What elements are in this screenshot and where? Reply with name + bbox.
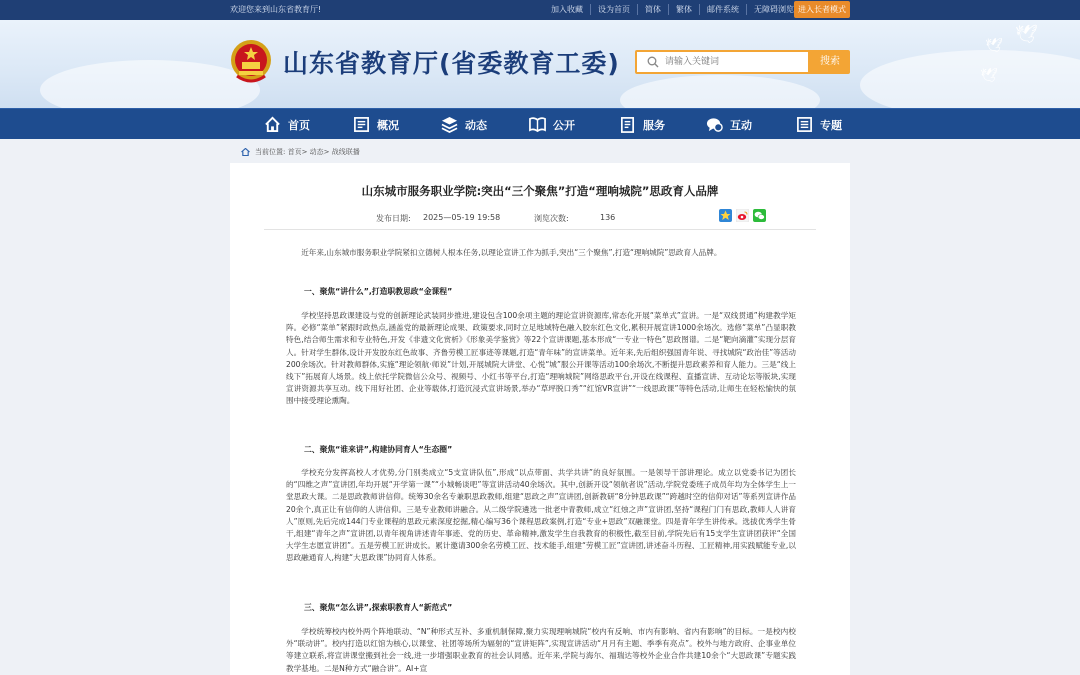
bird-icon: 🕊: [980, 68, 998, 84]
nav-label: 首页: [288, 118, 310, 132]
breadcrumb: [241, 147, 360, 157]
search-box: [635, 50, 810, 74]
nav-item-public[interactable]: [529, 109, 575, 140]
bird-icon: 🕊: [1015, 24, 1038, 45]
nav-label: 服务: [643, 118, 665, 132]
section-paragraph-1: 学校坚持思政课建设与党的创新理论武装同步推进,建设包含100余项主题的理论宣讲资源库,常态化开展“菜单式”宣讲。一是“双线贯通”构建教学矩阵。必修“菜单”紧跟时政热点,涵盖党的最新理论成果、政策要求,同时立足地域特色融入胶东红色文化,累积开展宣讲1000余场次。选修“菜单”凸显职教特色,结合师生需求和专业特色,开发《非遗文化赏析》《形象美学鉴赏》等22个宣讲课题,基本形成“一专业一特色”思政图谱。二是“靶向滴灌”实现分层育人。针对学生群体,设计开发胶东红色故事、齐鲁劳模工匠事迹等课题,打造“青年味”的宣讲菜单。近年来,先后组织强国青年说、寻找城院“政治佳”等活动200余场次。针对教师群体,实施“理论领航·师说”计划,开展城院大讲堂、心悦“城”服公开课等活动100余场次,不断提升思政素养和育人能力。三是“线上线下”拓展育人场景。线上依托学院微信公众号、视频号、小红书等平台,打造“理响城院”网络思政平台,开设在线课程、直播宣讲、互动论坛等版块,实现宣讲资源共享互动。线下用好社团、企业等载体,打造沉浸式宣讲场景,举办“草坪脱口秀”“红馆VR宣讲”“一线思政课”等特色活动,让师生在轻松愉快的氛围中接受理论熏陶。: [286, 311, 796, 406]
national-emblem-icon: [229, 38, 273, 86]
site-title: 山东省教育厅(省委教育工委): [283, 49, 620, 78]
views-count: 136: [600, 213, 616, 222]
weibo-share-icon[interactable]: [736, 209, 749, 222]
nav-item-interaction[interactable]: [706, 109, 752, 140]
topic-icon: [796, 116, 813, 133]
title-divider: [264, 229, 816, 230]
book-icon: [529, 116, 546, 133]
section-heading-1: 一、聚焦“讲什么”,打造职教思政“金课程”: [304, 287, 453, 296]
nav-item-news[interactable]: [441, 109, 487, 140]
news-icon: [441, 116, 458, 133]
add-favorite-link[interactable]: 加入收藏: [551, 5, 583, 14]
wechat-share-icon[interactable]: [753, 209, 766, 222]
top-bar: [0, 0, 1080, 20]
search-icon: [647, 56, 659, 68]
accessibility-link[interactable]: 无障碍浏览: [746, 4, 801, 15]
home-icon: [241, 148, 250, 156]
mail-system-link[interactable]: 邮件系统: [699, 4, 746, 15]
breadcrumb-text: 当前位置: 首页> 动态> 战线联播: [255, 148, 360, 156]
article-panel: [230, 163, 850, 675]
publish-date: 2025—05-19 19:58: [423, 213, 501, 222]
bird-icon: 🕊: [985, 38, 1003, 54]
nav-label: 专题: [820, 118, 842, 132]
nav-label: 公开: [553, 118, 575, 132]
header-banner: [0, 20, 1080, 108]
article-title: 山东城市服务职业学院:突出“三个聚焦”打造“理响城院”思政育人品牌: [361, 184, 719, 198]
section-paragraph-3: 学校统筹校内校外两个阵地联动、“N”种形式互补、多重机制保障,聚力实现理响城院“校内有反响、市内有影响、省内有影响”的目标。一是校内校外“联动讲”。校内打造以红馆为核心,以课堂、社团等场所为辐射的“宣讲矩阵”,实现宣讲活动“月月有主题、季季有亮点”。校外与地方政府、企事业单位等建立联系,将宣讲课堂搬到社会一线,进一步增强职业教育的社会认同感。近年来,学院与海尔、福瑞达等校外企业合作共建10余个“大思政课”专题实践教学基地。二是N种方式“融合讲”。AI+宣: [286, 627, 796, 673]
nav-item-home[interactable]: [264, 109, 310, 140]
home-icon: [264, 116, 281, 133]
nav-label: 概况: [377, 118, 399, 132]
main-nav: [0, 108, 1080, 139]
chat-icon: [706, 116, 723, 133]
nav-item-topic[interactable]: [796, 109, 842, 140]
section-heading-3: 三、聚焦“怎么讲”,探索职教育人“新范式”: [304, 603, 453, 612]
intro-paragraph: 近年来,山东城市服务职业学院紧扣立德树人根本任务,以理论宣讲工作为抓手,突出“三个聚焦”,打造“理响城院”思政育人品牌。: [301, 248, 722, 257]
traditional-link[interactable]: 繁体: [668, 4, 699, 15]
views-label: 浏览次数:: [534, 214, 569, 223]
section-heading-2: 二、聚焦“谁来讲”,构建协同育人“生态圈”: [304, 445, 453, 454]
welcome-text: 欢迎您来到山东省教育厅!: [230, 5, 322, 14]
nav-label: 动态: [465, 118, 487, 132]
nav-item-overview[interactable]: [353, 109, 399, 140]
top-links: [544, 4, 801, 15]
search-button[interactable]: 搜索: [810, 50, 850, 74]
nav-label: 互动: [730, 118, 752, 132]
set-homepage-link[interactable]: 设为首页: [590, 4, 637, 15]
elder-mode-button[interactable]: 进入长者模式: [794, 1, 850, 18]
simplified-link[interactable]: 简体: [637, 4, 668, 15]
search-input[interactable]: [665, 54, 805, 70]
section-paragraph-2: 学校充分发挥高校人才优势,分门别类成立“5支宣讲队伍”,形成“以点带面、共学共讲”的良好氛围。一是领导干部讲理论。成立以党委书记为团长的“四维之声”宣讲团,年均开展“开学第一课”“小城畅谈吧”等宣讲活动40余场次。其中,创新开设“领航者说”活动,学院党委班子成员年均为全体学生上一堂思政大课。二是思政教师讲信仰。统筹30余名专兼职思政教师,组建“思政之声”宣讲团,创新教研“8分钟思政课”“跨越时空的信仰对话”等系列宣讲作品20余个,真正让有信仰的人讲信仰。三是专业教师讲融合。从二级学院遴选一批老中青教师,成立“红烛之声”宣讲团,坚持“课程门门有思政,教师人人讲育人”原则,先后完成144门专业课程的思政元素深度挖掘,精心编写36个课程思政案例,打造“专业+思政”双融课堂。四是青年学生讲传承。选拔优秀学生骨干,组建“青年之声”宣讲团,以青年视角讲述青年事迹、党的历史、革命精神,激发学生自我教育的积极性,截至目前,学院先后有15支学生宣讲团获评“全国大学生志愿宣讲团”。五是劳模工匠讲成长。累计邀请300余名劳模工匠、技术能手,组建“劳模工匠”宣讲团,讲述奋斗历程、工匠精神,用实践赋能专业,以思政融通育人,构建“大思政课”协同育人体系。: [286, 468, 796, 563]
qzone-share-icon[interactable]: [719, 209, 732, 222]
service-icon: [619, 116, 636, 133]
date-label: 发布日期:: [376, 214, 411, 223]
nav-item-service[interactable]: [619, 109, 665, 140]
overview-icon: [353, 116, 370, 133]
